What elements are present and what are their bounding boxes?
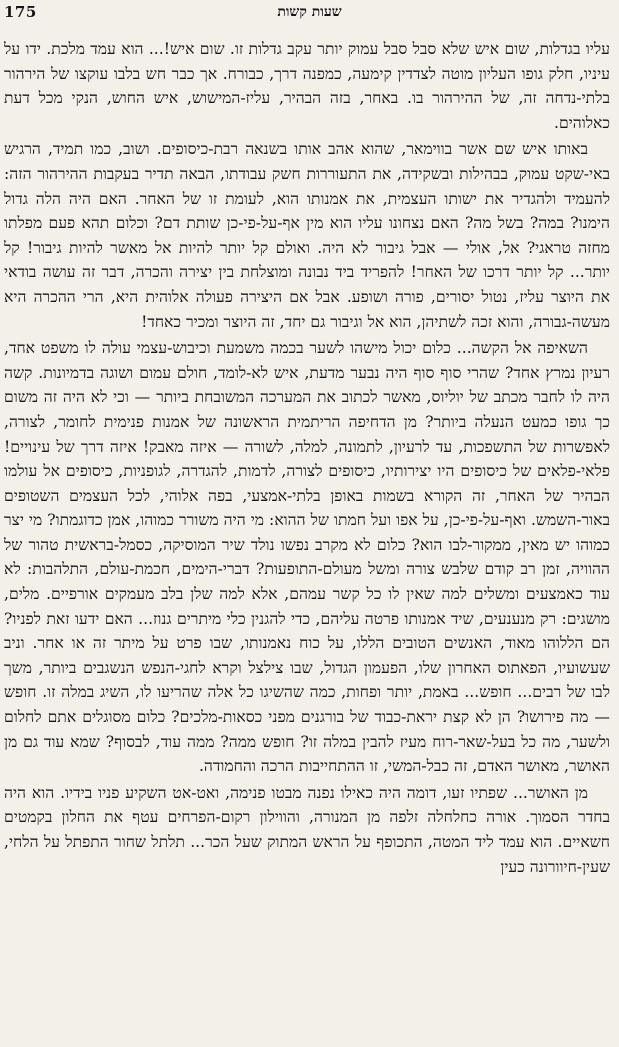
paragraph: עליו בגדלות, שום איש שלא סבל סבל עמוק יותר עקב גדלות זו. שום איש!... הוא עמד מלכת. ידו על עיניו, חלק גופו העליון מוטה לצדדין קימעה, כמפנה דרך, כבורח. אך כבר חש בלבו עוקצו של הירהור בלתי-נדחה זה, של ההירהור בו. באחר, בזה הבהיר, עליז-המישוש, איש החוש, הנקי מכל דעת כאלוהים. <box>4 40 610 132</box>
page-number: 175 <box>4 3 37 21</box>
paragraph: השאיפה אל הקשה... כלום יכול מישהו לשער בכמה משמעת וכיבוש-עצמי עולה לו משפט אחד, רעיון נמרץ אחד? שהרי סוף סוף היה נבער מדעת, איש לא-לומד, חולם עמום ושוגה בדמיונות. קשה היה לו לחבר מכתב של יוליוס, מאשר לכתוב את המערכה המשובחת ביותר — וכי לא היה זה משום כך גופו כמעט הנעלה ביותר? מן הדחיפה הריתמית הראשונה של אמנות פנימית לחומר, לצורה, לאפשרות של התשפכות, עד לרעיון, לתמונה, למלה, לשורה — איזה מאבק! איזה דרך של עינויים! פלאי-פלאים של כיסופים היו יצירותיו, כיסופים לצורה, לדמות, להגדרה, לגופניות, כיסופים אל עולמו הבהיר של האחר, זה הקורא בשמות באופן בלתי-אמצעי, בפה אלוהי, לכל העצמים השטופים באור-השמש. ואף-על-פי-כן, על אפו ועל חמתו של ההוא: מי היה משורר כמוהו, אמן כדוגמתו? מי יצר כמוהו יש מאין, ממקור-לבו הוא? כלום לא מקרב נפשו נולד שיר המוסיקה, כסמל-בראשית טהור של ההוויה, זמן רב קודם שלבש צורה ומשל מעולם-התופעות? דברי-הימים, חכמת-עולם, התלהבות: לא עוד כאמצעים ומשלים למה שאין לו כל קשר עמהם, אלא למה שלן בלב מעמקים אורפיים. מלים, מושגים: רק מנענעים, שיד אמנותו פרטה עליהם, כדי להגנין כלי מיתרים גנוז... האם ידעו זאת לפניו? הם הללוהו מאוד, האנשים הטובים הללו, על כוח נאמנותו, שבו פרט על מיתר זה או אחר. וניב שעשועיו, הפאתוס האחרון שלו, הפעמון הגדול, שבו צילצל וקרא לחגי-הנפש הנשגבים ביותר, משך לבו של רבים... חופש... באמת, יותר ופחות, כמה שהשיגו כל אלה שהריעו לו, השיג במלה זו. חופש — מה פירושו? הן לא קצת יראת-כבוד של בורגנים מפני כסאות-מלכים? כלום מסוגלים אתם לחלום ולשער, מה כל בעל-שאר-רוח מעיז להבין במלה זו? חופש ממה? ממה עוד, לבסוף? שמא עוד גם מן האושר, מאושר האדם, זה כבל-המשי, זו ההתחייבות הרכה והחמודה. <box>4 339 610 776</box>
running-header: שעות קשות <box>277 4 342 20</box>
paragraph: מן האושר... שפתיו זעו, דומה היה כאילו נפנה מבטו פנימה, ואט-אט השקיע פניו בידיו. הוא היה בחדר הסמוך. אורה כחלחלה זלפה מן המנורה, והווילון רקום-הפרחים עטף את החלון בקמטים חשאיים. הוא עמד ליד המטה, התכופף על הראש המתוק שעל הכר... תלתל שחור התפתל על הלחי, שעין-חיוורונה כעין <box>4 783 610 876</box>
paragraph: באותו איש שם אשר בווימאר, שהוא אהב אותו בשנאה רבת-כיסופים. ושוב, כמו תמיד, הרגיש באי-שקט עמוק, בבהילות ובשקידה, את התעוררות חשק עבודתו, הבאה תדיר בעקבות ההירהור הזה: להעמיד ולהגדיר את ישותו העצמית, את אמנותו הוא, לעומת זו של האחר. האם היה הלה גדול הימנו? במה? בשל מה? האם נצחונו עליו הוא מין אף-על-פי-כן שותת דם? וכלום תהא פעם מפלתו מחזה טראגי? אל, אולי — אבל גיבור לא היה. ואולם קל יותר להיות אל מאשר להיות גיבור! קל יותר... קל יותר דרכו של האחר! להפריד ביד נבונה ומוצלחת בין יצירה והכרה, דבר זה עושה בודאי את היוצר עליז, נטול יסורים, פורה ושופע. אבל אם היצירה פעולה אלוהית היא, הרי ההכרה היא מעשה-גבורה, והוא זכה לשתיהן, הוא אל וגיבור גם יחד, זה היוצר ומכיר כאחד! <box>4 140 610 331</box>
body-text <box>4 37 610 879</box>
